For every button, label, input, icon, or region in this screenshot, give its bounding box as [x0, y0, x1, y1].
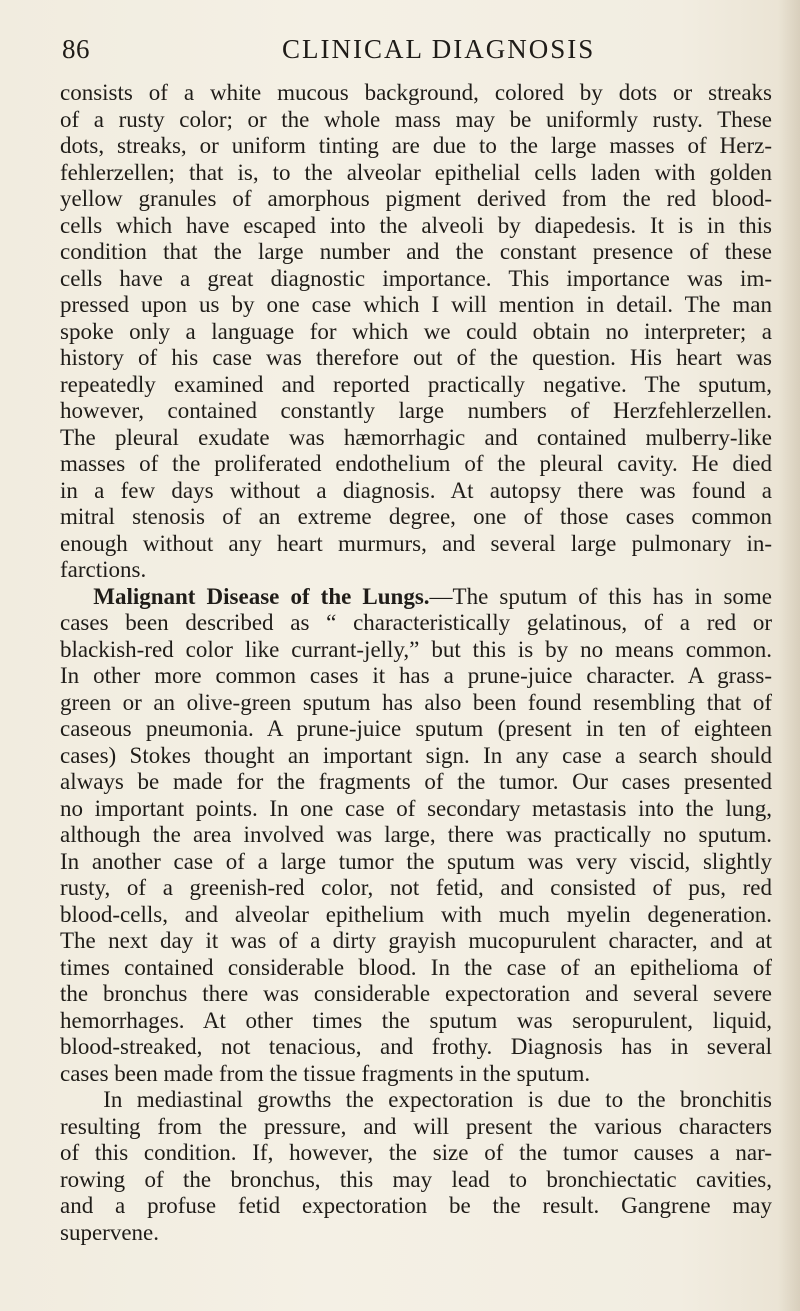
text-line: blood-streaked, not tenacious, and frothy. Diagnosis has in several: [60, 1034, 772, 1059]
text-line: condition that the large number and the constant presence of these: [60, 239, 772, 264]
page-number: 86: [62, 34, 90, 64]
text-line: rusty, of a greenish-red color, not fetid, and consisted of pus, red: [60, 875, 772, 900]
text-line: fehlerzellen; that is, to the alveolar epithelial cells laden with golden: [60, 159, 772, 185]
text-line: the bronchus there was considerable expectoration and several severe: [60, 981, 772, 1006]
text-line: mitral stenosis of an extreme degree, one of those cases common: [60, 504, 772, 529]
text-line: The next day it was of a dirty grayish mucopurulent character, and at: [60, 928, 772, 953]
text-line: however, contained constantly large numbers of Herzfehlerzellen.: [60, 398, 772, 423]
text-line: consists of a white mucous background, colored by dots or streaks: [60, 80, 772, 105]
paragraph-herzfehlerzellen: [60, 80, 772, 584]
text-line: in a few days without a diagnosis. At autopsy there was found a: [60, 477, 772, 503]
text-line: enough without any heart murmurs, and several large pulmonary in-: [60, 530, 772, 556]
text-line: yellow granules of amorphous pigment derived from the red blood-: [60, 186, 772, 211]
paragraph-malignant-disease: [60, 584, 772, 1088]
text-line: pressed upon us by one case which I will mention in detail. The man: [60, 292, 772, 317]
text-line: resulting from the pressure, and will present the various characters: [60, 1113, 772, 1139]
text-line: In other more common cases it has a prune-juice character. A grass-: [60, 663, 772, 688]
text-line: cases been described as “ characteristically gelatinous, of a red or: [60, 610, 772, 635]
paragraph-first-line: In mediastinal growths the expectoration is due to the bronchitis: [103, 1087, 772, 1112]
text-line: hemorrhages. At other times the sputum was seropurulent, liquid,: [60, 1007, 772, 1033]
text-line: history of his case was therefore out of the question. His heart was: [60, 345, 772, 370]
text-line: no important points. In one case of secondary metastasis into the lung,: [60, 795, 772, 821]
text-line: cells which have escaped into the alveoli by diapedesis. It is in this: [60, 212, 772, 238]
text-line: cases) Stokes thought an important sign. In any case a search should: [60, 742, 772, 768]
running-head: [62, 28, 762, 68]
heading-line-rest: —The sputum of this has in some: [429, 583, 772, 609]
text-line: of a rusty color; or the whole mass may be uniformly rusty. These: [60, 106, 772, 132]
text-line: In another case of a large tumor the sputum was very viscid, slightly: [60, 848, 772, 874]
text-line-with-heading: [60, 584, 772, 611]
text-line: of this condition. If, however, the size of the tumor causes a nar-: [60, 1140, 772, 1165]
text-line: dots, streaks, or uniform tinting are due to the large masses of Herz-: [60, 133, 772, 158]
text-line: spoke only a language for which we could obtain no interpreter; a: [60, 318, 772, 344]
page-edge-shadow: [778, 0, 800, 1311]
paragraph-mediastinal-growths: [60, 1087, 772, 1246]
text-line: cases been made from the tissue fragments in the sputum.: [60, 1060, 591, 1086]
text-line: although the area involved was large, there was practically no sputum.: [60, 822, 772, 847]
text-line: supervene.: [60, 1219, 159, 1245]
text-line: green or an olive-green sputum has also been found resembling that of: [60, 689, 772, 715]
text-line: always be made for the fragments of the tumor. Our cases presented: [60, 769, 772, 794]
text-line: and a profuse fetid expectoration be the result. Gangrene may: [60, 1193, 772, 1218]
text-line: farctions.: [60, 557, 147, 582]
section-heading: Malignant Disease of the Lungs.: [93, 583, 430, 609]
text-line: blackish-red color like currant-jelly,” but this is by no means common.: [60, 636, 772, 662]
text-line: times contained considerable blood. In the case of an epithelioma of: [60, 954, 772, 980]
running-title: CLINICAL DIAGNOSIS: [282, 34, 596, 64]
text-line: repeatedly examined and reported practically negative. The sputum,: [60, 371, 772, 397]
body-text: [60, 80, 772, 1246]
text-line: rowing of the bronchus, this may lead to bronchiectatic cavities,: [60, 1166, 772, 1192]
text-line: masses of the proliferated endothelium of the pleural cavity. He died: [60, 451, 772, 476]
text-line: blood-cells, and alveolar epithelium with much myelin degeneration.: [60, 901, 772, 927]
text-line: The pleural exudate was hæmorrhagic and contained mulberry-like: [60, 424, 772, 450]
text-line: caseous pneumonia. A prune-juice sputum (present in ten of eighteen: [60, 716, 772, 741]
text-line-indented: [60, 1087, 772, 1114]
text-line: cells have a great diagnostic importance. This importance was im-: [60, 265, 772, 291]
